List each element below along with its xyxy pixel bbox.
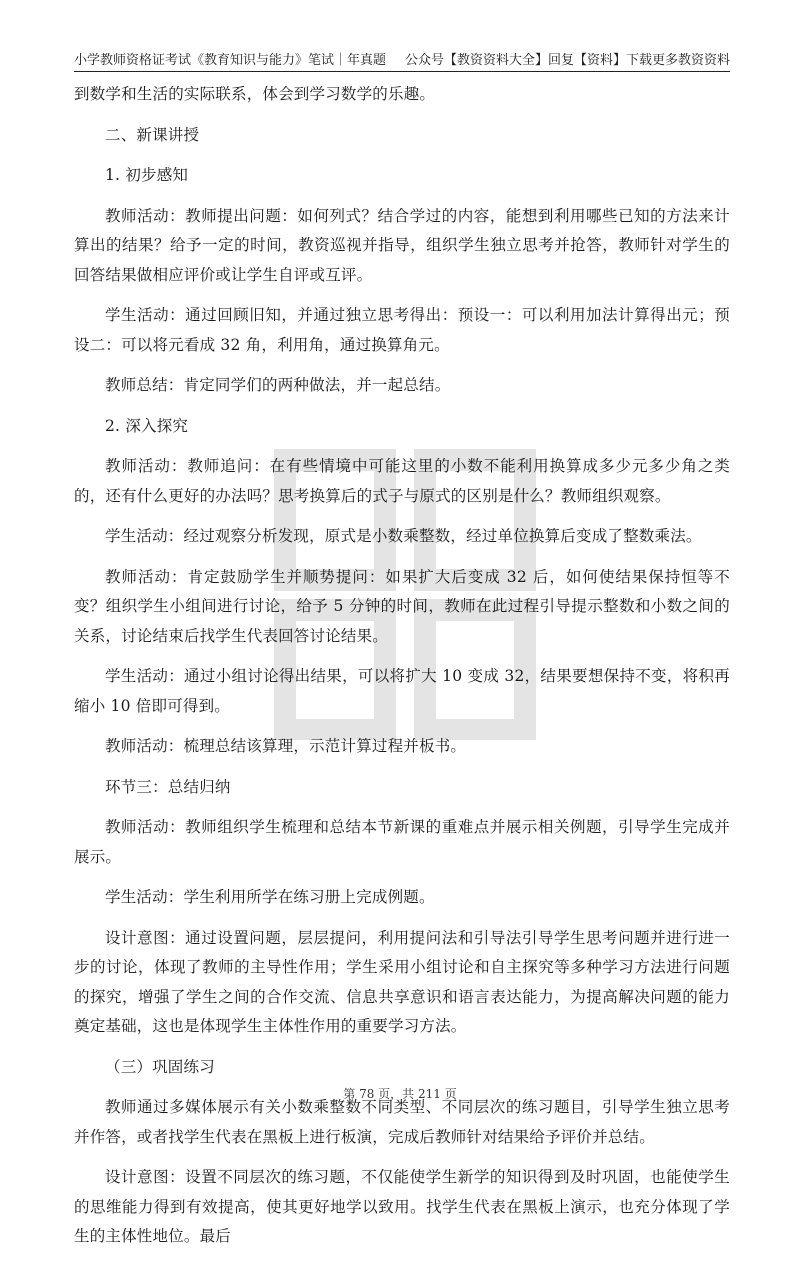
subsection-heading: 1. 初步感知	[105, 166, 189, 184]
paragraph: 教师活动：教师追问：在有些情境中可能这里的小数不能利用换算成多少元多少角之类的，还有什么更好的办法吗？思考换算后的式子与原式的区别是什么？教师组织观察。	[74, 457, 730, 505]
paragraph: 学生活动：通过回顾旧知，并通过独立思考得出：预设一：可以利用加法计算得出元；预设二：可以将元看成 32 角，利用角，通过换算角元。	[74, 306, 730, 354]
header-right-notice: 公众号【教资资料大全】回复【资料】下载更多教资资料	[404, 53, 730, 68]
paragraph: 学生活动：通过小组讨论得出结果，可以将扩大 10 变成 32，结果要想保持不变，将积再缩小 10 倍即可得到。	[74, 667, 730, 715]
paragraph: 教师活动：梳理总结该算理，示范计算过程并板书。	[105, 737, 467, 755]
header-left-title: 小学教师资格证考试《教育知识与能力》笔试｜年真题	[74, 53, 387, 68]
section-heading: 环节三：总结归纳	[105, 777, 231, 796]
subsection-heading: 2. 深入探究	[105, 416, 189, 435]
page-header	[74, 46, 730, 72]
paragraph: 教师总结：肯定同学们的两种做法，并一起总结。	[105, 376, 451, 394]
paragraph: 学生活动：经过观察分析发现，原式是小数乘整数，经过单位换算后变成了整数乘法。	[105, 527, 702, 545]
paragraph: 设计意图：设置不同层次的练习题，不仅能使学生新学的知识得到及时巩固，也能使学生的思维能力得到有效提高，使其更好地学以致用。找学生代表在黑板上演示，也充分体现了学生的主体性地位。最后	[74, 1168, 730, 1245]
section-heading: （三）巩固练习	[105, 1057, 215, 1076]
paragraph: 教师通过多媒体展示有关小数乘整数不同类型、不同层次的练习题目，引导学生独立思考并作答，或者找学生代表在黑板上进行板演，完成后教师针对结果给予评价并总结。	[74, 1098, 730, 1146]
paragraph: 学生活动：学生利用所学在练习册上完成例题。	[105, 888, 435, 906]
paragraph: 教师活动：教师组织学生梳理和总结本节新课的重难点并展示相关例题，引导学生完成并展示。	[74, 818, 730, 866]
paragraph: 教师活动：教师提出问题：如何列式？结合学过的内容，能想到利用哪些已知的方法来计算出的结果？给予一定的时间，教资巡视并指导，组织学生独立思考并抢答，教师针对学生的回答结果做相应评价或让学生自评或互评。	[74, 206, 730, 284]
paragraph: 到数学和生活的实际联系，体会到学习数学的乐趣。	[74, 85, 436, 103]
section-heading: 二、新课讲授	[105, 125, 200, 144]
page-footer: 第 78 页，共 211 页	[343, 1087, 457, 1101]
paragraph: 设计意图：通过设置问题，层层提问，利用提问法和引导法引导学生思考问题并进行进一步的讨论，体现了教师的主导性作用；学生采用小组讨论和自主探究等多种学习方法进行问题的探究，增强了学生之间的合作交流、信息共享意识和语言表达能力，为提高解决问题的能力奠定基础，这也是体现学生主体性作用的重要学习方法。	[74, 928, 730, 1035]
paragraph: 教师活动：肯定鼓励学生并顺势提问：如果扩大后变成 32 后，如何使结果保持恒等不变？组织学生小组间进行讨论，给予 5 分钟的时间，教师在此过程引导提示整数和小数之间的关系，讨论结束后找学生代表回答讨论结果。	[74, 567, 730, 645]
